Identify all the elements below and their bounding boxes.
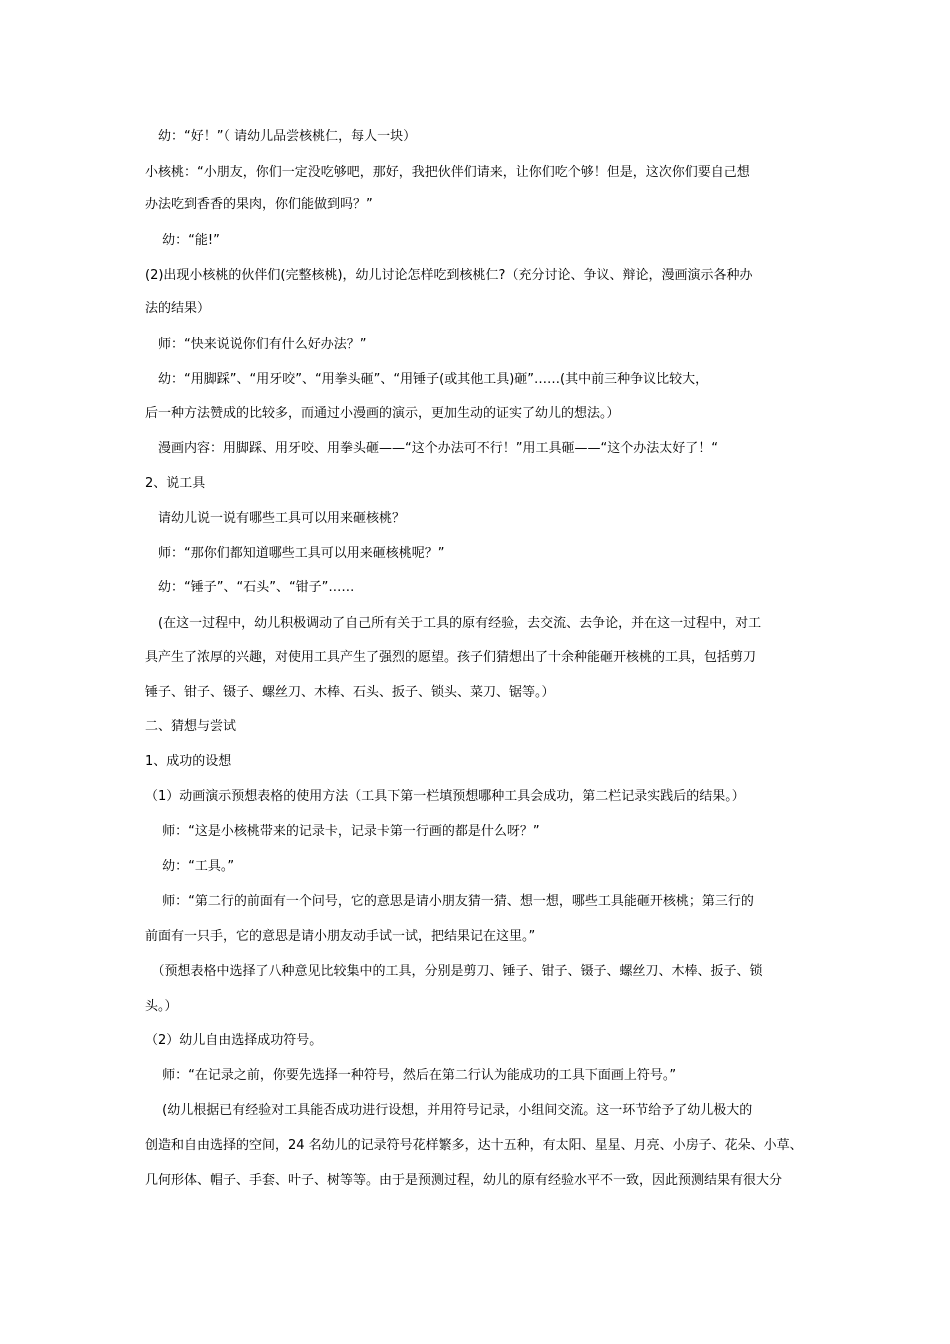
text-line: 头。）	[145, 999, 178, 1014]
text-line: (幼儿根据已有经验对工具能否成功进行设想，并用符号记录，小组间交流。这一环节给予了幼儿极大的	[145, 1103, 753, 1118]
text-line: 锤子、钳子、镊子、螺丝刀、木棒、石头、扳子、锁头、菜刀、锯等。）	[145, 685, 555, 700]
text-line: （1）动画演示预想表格的使用方法（工具下第一栏填预想哪种工具会成功，第二栏记录实践后的结果。）	[145, 789, 745, 804]
text-line: 师：“在记录之前，你要先选择一种符号，然后在第二行认为能成功的工具下面画上符号。”	[145, 1068, 677, 1083]
text-line: 创造和自由选择的空间，24 名幼儿的记录符号花样繁多，达十五种，有太阳、星星、月亮、小房子、花朵、小草、	[145, 1138, 803, 1153]
text-line: (2)出现小核桃的伙伴们(完整核桃)，幼儿讨论怎样吃到核桃仁?（充分讨论、争议、辩论，漫画演示各种办	[145, 268, 753, 283]
section-heading: 二、猜想与尝试	[145, 719, 237, 734]
text-line: 请幼儿说一说有哪些工具可以用来砸核桃？	[145, 511, 406, 526]
text-line: 办法吃到香香的果肉，你们能做到吗？”	[145, 197, 373, 212]
text-line: 幼：“工具。”	[145, 859, 235, 874]
text-line: 法的结果）	[145, 301, 211, 316]
text-line: 幼：“能!”	[145, 233, 220, 248]
text-line: 师：“第二行的前面有一个问号，它的意思是请小朋友猜一猜、想一想，哪些工具能砸开核桃；第三行的	[145, 894, 754, 909]
text-line: （预想表格中选择了八种意见比较集中的工具，分别是剪刀、锤子、钳子、镊子、螺丝刀、木棒、扳子、锁	[145, 964, 763, 979]
text-line: (在这一过程中，幼儿积极调动了自己所有关于工具的原有经验，去交流、去争论，并在这一过程中，对工	[145, 616, 762, 631]
text-line: 前面有一只手，它的意思是请小朋友动手试一试，把结果记在这里。”	[145, 929, 536, 944]
text-line: 具产生了浓厚的兴趣，对使用工具产生了强烈的愿望。孩子们猜想出了十余种能砸开核桃的工具，包括剪刀	[145, 650, 757, 665]
text-line: 后一种方法赞成的比较多，而通过小漫画的演示，更加生动的证实了幼儿的想法。）	[145, 406, 620, 421]
section-heading: 2、说工具	[145, 476, 206, 491]
text-line: 几何形体、帽子、手套、叶子、树等等。由于是预测过程，幼儿的原有经验水平不一致，因此预测结果有很大分	[145, 1173, 783, 1188]
text-line: 师：“那你们都知道哪些工具可以用来砸核桃呢？”	[145, 546, 445, 561]
text-line: 师：“这是小核桃带来的记录卡，记录卡第一行画的都是什么呀？”	[145, 824, 540, 839]
text-line: 漫画内容：用脚踩、用牙咬、用拳头砸——“这个办法可不行！”用工具砸——“这个办法太好了！“	[145, 441, 718, 456]
text-line: 师：“快来说说你们有什么好办法？”	[145, 337, 367, 352]
text-line: 幼：“用脚踩”、“用牙咬”、“用拳头砸”、“用锤子(或其他工具)砸”……(其中前三种争议比较大，	[145, 372, 709, 387]
text-line: 幼：“锤子”、“石头”、“钳子”……	[145, 580, 355, 595]
text-line: 小核桃：“小朋友，你们一定没吃够吧，那好，我把伙伴们请来，让你们吃个够！但是，这次你们要自己想	[145, 165, 750, 180]
text-line: （2）幼儿自由选择成功符号。	[145, 1033, 323, 1048]
text-line: 幼：“好！”（ 请幼儿品尝核桃仁，每人一块）	[145, 129, 417, 144]
section-heading: 1、成功的设想	[145, 754, 232, 769]
